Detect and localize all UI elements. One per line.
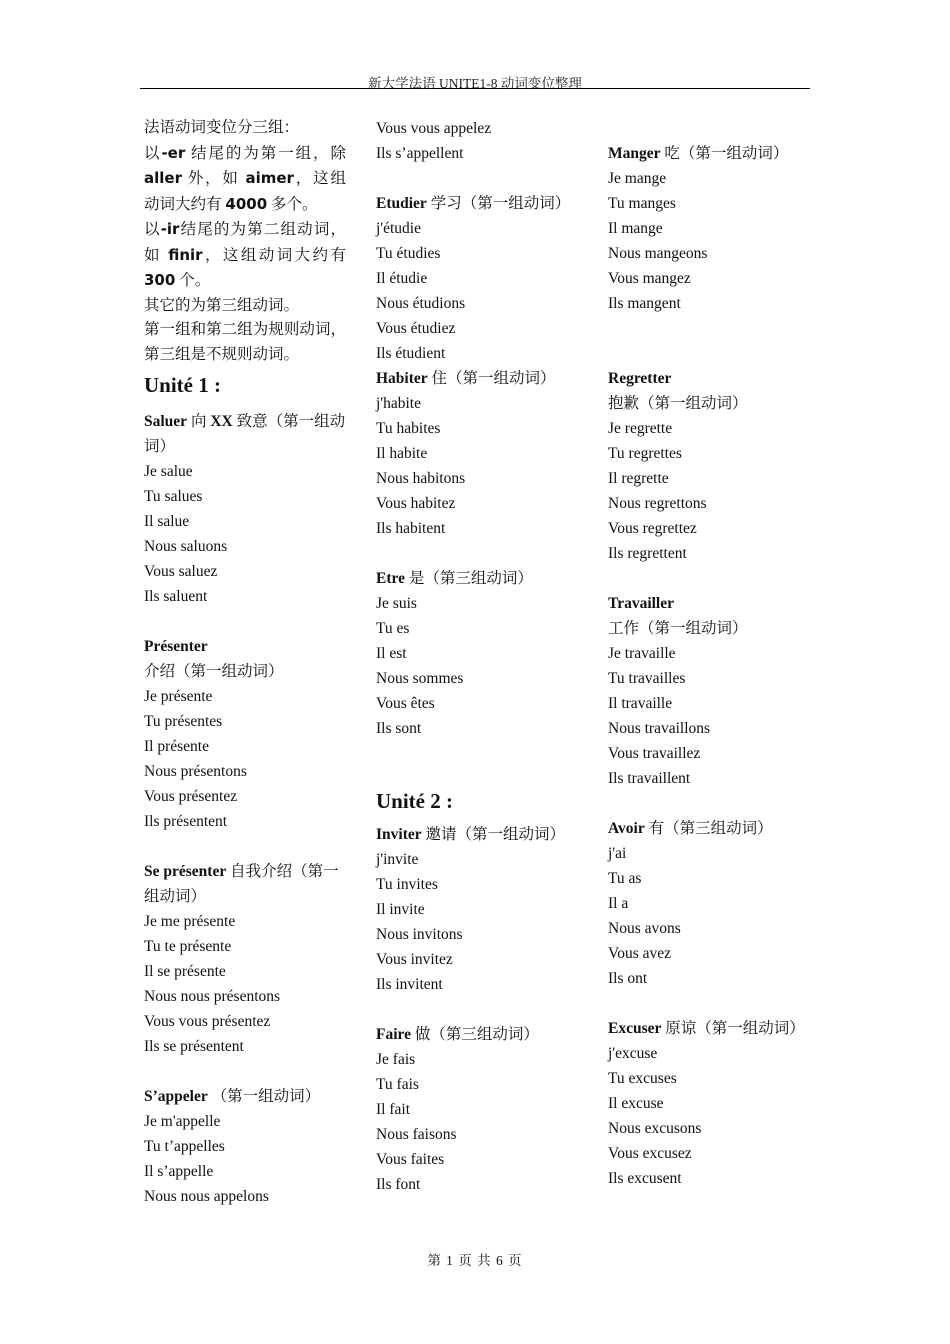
verb-gloss: 介绍（第一组动词） <box>144 663 284 680</box>
intro-line-3 <box>144 217 346 294</box>
conjugation-line: Ils mangent <box>608 295 681 312</box>
conjugation-line: Tu te présente <box>144 938 232 955</box>
conjugation-line: Ils saluent <box>144 588 208 605</box>
conjugation-line: Tu fais <box>376 1076 419 1093</box>
verb-heading <box>376 366 591 391</box>
conjugation-line: Il étudie <box>376 270 428 287</box>
verb-name: Excuser <box>608 1020 662 1037</box>
verb-heading <box>608 591 813 641</box>
verb-name: Travailler <box>608 595 674 612</box>
verb-gloss: 自我介绍（第一组动词） <box>144 863 339 905</box>
conjugation-line: Nous invitons <box>376 926 463 943</box>
conjugation-line: Nous travaillons <box>608 720 711 737</box>
conjugation-line: Tu étudies <box>376 245 441 262</box>
intro-text: 外，如 <box>181 170 246 187</box>
intro-text: ，这组动词大约有 <box>144 170 346 213</box>
conjugation-line: Ils présentent <box>144 813 228 830</box>
spacer <box>608 791 813 816</box>
intro-text: 多个。 <box>267 195 318 213</box>
intro <box>144 116 346 367</box>
conjugation-line: Ils invitent <box>376 976 443 993</box>
column-1 <box>144 116 346 1209</box>
verb-gloss: （第一组动词） <box>207 1088 321 1105</box>
verb-gloss: 学习（第一组动词） <box>426 195 571 212</box>
conjugation-line: j'étudie <box>376 220 421 237</box>
conjugation-line: Ils s’appellent <box>376 145 464 162</box>
conjugation-line: Ils sont <box>376 720 422 737</box>
unit-1-title: Unité 1 : <box>144 373 221 397</box>
verb-gloss: 邀请（第一组动词） <box>421 826 566 843</box>
verb-object: XX <box>210 413 233 430</box>
conjugation-line: Ils excusent <box>608 1170 682 1187</box>
verb-name: Etudier <box>376 195 427 212</box>
conjugation-line: j'excuse <box>608 1045 658 1062</box>
intro-text: 以 <box>144 221 161 238</box>
column-2 <box>376 116 591 1197</box>
conjugation-line: Tu as <box>608 870 642 887</box>
conjugation-line: Vous saluez <box>144 563 218 580</box>
intro-count-4000: 4000 <box>225 194 268 213</box>
conjugation-line: Vous vous appelez <box>376 120 492 137</box>
conjugation-line: Il se présente <box>144 963 226 980</box>
verb-name: Avoir <box>608 820 645 837</box>
conjugation-line: Vous présentez <box>144 788 238 805</box>
verb-gloss: 工作（第一组动词） <box>608 620 748 637</box>
conjugation-line: Vous avez <box>608 945 671 962</box>
conjugation-line: Il regrette <box>608 470 669 487</box>
conjugation-line: Tu salues <box>144 488 203 505</box>
intro-suffix-ir: -ir <box>160 220 180 238</box>
conjugation-line: Vous vous présentez <box>144 1013 271 1030</box>
intro-text: ，这组动词大约有 <box>202 246 346 264</box>
conjugation-line: Je mange <box>608 170 667 187</box>
verb-block-sappeler <box>144 1084 346 1209</box>
verb-gloss: 吃（第一组动词） <box>660 145 789 162</box>
verb-block-travailler <box>608 591 813 791</box>
verb-name: Etre <box>376 570 405 587</box>
verb-heading <box>608 816 813 841</box>
conjugation-line: Je regrette <box>608 420 673 437</box>
verb-heading <box>376 566 591 591</box>
conjugation-line: Il habite <box>376 445 428 462</box>
intro-text: 以 <box>144 144 162 162</box>
column-3 <box>608 116 813 1191</box>
conjugation-line: Nous sommes <box>376 670 464 687</box>
conjugation-line: Nous habitons <box>376 470 466 487</box>
verb-block-se-presenter <box>144 859 346 1059</box>
conjugation-line: Tu habites <box>376 420 441 437</box>
conjugation-line: Il présente <box>144 738 209 755</box>
conjugation-line: Tu invites <box>376 876 438 893</box>
spacer <box>144 609 346 634</box>
conjugation-line: Nous saluons <box>144 538 228 555</box>
conjugation-line: Je travaille <box>608 645 676 662</box>
verb-heading <box>144 409 346 459</box>
conjugation-line: j'ai <box>608 845 627 862</box>
spacer <box>376 741 591 766</box>
conjugation-line: Je salue <box>144 463 193 480</box>
intro-text: 结尾的为第一组，除 <box>185 144 346 162</box>
conjugation-line: Vous faites <box>376 1151 445 1168</box>
verb-name: S’appeler <box>144 1088 208 1105</box>
verb-heading <box>144 859 346 909</box>
conjugation-line: Nous avons <box>608 920 681 937</box>
conjugation-line: Vous excusez <box>608 1145 692 1162</box>
conjugation-line: Il mange <box>608 220 663 237</box>
conjugation-line: Ils se présentent <box>144 1038 244 1055</box>
verb-block-avoir <box>608 816 813 991</box>
conjugation-line: Nous nous appelons <box>144 1188 269 1205</box>
intro-verb-aller: aller <box>144 169 182 187</box>
conjugation-line: Nous regrettons <box>608 495 707 512</box>
conjugation-line: Ils font <box>376 1176 421 1193</box>
verb-name: Habiter <box>376 370 428 387</box>
intro-suffix-er: -er <box>161 143 186 162</box>
verb-name: Saluer <box>144 413 188 430</box>
verb-gloss: 抱歉（第一组动词） <box>608 395 748 412</box>
verb-block-etudier <box>376 191 591 366</box>
conjugation-line: Il travaille <box>608 695 673 712</box>
conjugation-line: Nous faisons <box>376 1126 457 1143</box>
intro-count-300: 300 <box>144 271 176 289</box>
spacer <box>376 997 591 1022</box>
spacer <box>608 116 813 141</box>
verb-gloss: 是（第三组动词） <box>404 570 533 587</box>
spacer <box>376 166 591 191</box>
verb-block-regretter <box>608 366 813 566</box>
verb-heading <box>608 366 813 416</box>
conjugation-line: Vous invitez <box>376 951 453 968</box>
intro-line-4: 其它的为第三组动词。 <box>144 296 300 314</box>
verb-block-etre <box>376 566 591 741</box>
conjugation-line: Tu présentes <box>144 713 223 730</box>
conjugation-line: Vous êtes <box>376 695 435 712</box>
conjugation-line: Il s’appelle <box>144 1163 214 1180</box>
conjugation-line: Je me présente <box>144 913 236 930</box>
conjugation-line: j'invite <box>376 851 419 868</box>
conjugation-line: Nous nous présentons <box>144 988 281 1005</box>
conjugation-line: Ils regrettent <box>608 545 687 562</box>
conjugation-line: Tu travailles <box>608 670 686 687</box>
verb-heading <box>608 1016 813 1041</box>
header-rule <box>140 88 810 89</box>
verb-heading <box>376 822 591 847</box>
conjugation-line: Vous mangez <box>608 270 691 287</box>
conjugation-line: Je fais <box>376 1051 416 1068</box>
intro-verb-finir: finir <box>168 245 203 264</box>
page-header: 新大学法语 UNITE1-8 动词变位整理 <box>368 76 582 91</box>
verb-gloss: 做（第三组动词） <box>411 1026 539 1043</box>
conjugation-line: Nous présentons <box>144 763 247 780</box>
verb-gloss: 向 <box>187 413 211 430</box>
verb-gloss: 住（第一组动词） <box>427 370 556 387</box>
spacer <box>608 991 813 1016</box>
intro-line-5: 第一组和第二组为规则动词，第三组是不规则动词。 <box>144 321 346 363</box>
conjugation-line: Nous excusons <box>608 1120 702 1137</box>
verb-name: Se présenter <box>144 863 227 880</box>
verb-heading <box>144 634 346 684</box>
conjugation-line: Il est <box>376 645 407 662</box>
unit-2-title: Unité 2 : <box>376 789 453 813</box>
verb-heading <box>376 1022 591 1047</box>
conjugation-line: Il fait <box>376 1101 410 1118</box>
conjugation-line: Nous mangeons <box>608 245 708 262</box>
conjugation-line: Vous regrettez <box>608 520 697 537</box>
intro-text: 结尾的为第二组动词，如 <box>144 221 346 264</box>
verb-heading <box>144 1084 346 1109</box>
verb-block-inviter <box>376 822 591 997</box>
spacer <box>144 834 346 859</box>
intro-line-2 <box>144 141 346 218</box>
verb-name: Inviter <box>376 826 422 843</box>
verb-gloss: 原谅（第一组动词） <box>661 1020 805 1037</box>
conjugation-line: Ils étudient <box>376 345 446 362</box>
spacer <box>144 1059 346 1084</box>
intro-text: 个。 <box>175 272 211 289</box>
spacer <box>376 766 591 787</box>
verb-block-habiter <box>376 366 591 541</box>
verb-block-manger <box>608 141 813 316</box>
verb-block-saluer <box>144 409 346 609</box>
conjugation-line: Tu manges <box>608 195 676 212</box>
conjugation-line: Il salue <box>144 513 190 530</box>
spacer <box>376 541 591 566</box>
conjugation-line: Ils travaillent <box>608 770 691 787</box>
conjugation-line: Vous étudiez <box>376 320 456 337</box>
conjugation-line: Vous travaillez <box>608 745 701 762</box>
spacer <box>608 316 813 341</box>
conjugation-line: Ils ont <box>608 970 648 987</box>
conjugation-line: Tu regrettes <box>608 445 682 462</box>
verb-name: Regretter <box>608 370 672 387</box>
conjugation-line: Ils habitent <box>376 520 446 537</box>
verb-heading <box>608 141 813 166</box>
verb-block-presenter <box>144 634 346 834</box>
intro-verb-aimer: aimer <box>245 169 294 187</box>
intro-line-1: 法语动词变位分三组： <box>144 119 300 136</box>
conjugation-line: Tu excuses <box>608 1070 677 1087</box>
spacer <box>608 566 813 591</box>
verb-name: Faire <box>376 1026 412 1043</box>
conjugation-line: Je suis <box>376 595 417 612</box>
conjugation-line: Il excuse <box>608 1095 664 1112</box>
conjugation-line: Tu es <box>376 620 410 637</box>
conjugation-line: Je présente <box>144 688 213 705</box>
verb-gloss: 有（第三组动词） <box>644 820 773 837</box>
verb-gloss: 致意（第一组动词） <box>144 413 346 455</box>
verb-name: Manger <box>608 145 661 162</box>
conjugation-line: Tu t’appelles <box>144 1138 225 1155</box>
conjugation-line: Il a <box>608 895 629 912</box>
page-footer: 第 1 页 共 6 页 <box>427 1253 523 1268</box>
conjugation-line: Je m'appelle <box>144 1113 221 1130</box>
conjugation-line: Nous étudions <box>376 295 466 312</box>
verb-block-excuser <box>608 1016 813 1191</box>
conjugation-line: Il invite <box>376 901 425 918</box>
conjugation-line: j'habite <box>376 395 421 412</box>
verb-name: Présenter <box>144 638 208 655</box>
conjugation-line: Vous habitez <box>376 495 456 512</box>
spacer <box>608 341 813 366</box>
verb-heading <box>376 191 591 216</box>
verb-block-faire <box>376 1022 591 1197</box>
